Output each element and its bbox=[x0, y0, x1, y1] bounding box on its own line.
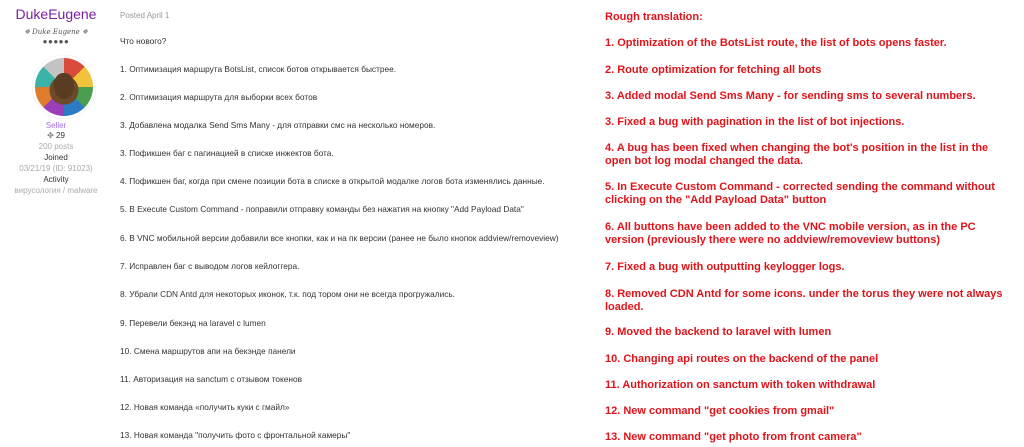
username-link[interactable]: DukeEugene bbox=[15, 6, 97, 22]
translation-item: 7. Fixed a bug with outputting keylogger logs. bbox=[605, 261, 845, 273]
translation-item: 8. Removed CDN Antd for some icons. under the torus they were not always loaded. bbox=[605, 288, 1003, 313]
post-item: 10. Смена маршрутов апи на бекэнде панели bbox=[120, 346, 296, 356]
joined-label: Joined bbox=[44, 153, 68, 162]
translation-item: 6. All buttons have been added to the VNC mobile version, as in the PC version (previously there were no addview/removeview buttons) bbox=[605, 221, 976, 246]
post-item: 6. В VNC мобильной версии добавили все кнопки, как и на пк версии (ранее не было кнопок addview/removeview) bbox=[120, 233, 559, 243]
translation-item: 11. Authorization on sanctum with token withdrawal bbox=[605, 379, 876, 391]
post-date[interactable]: Posted April 1 bbox=[120, 11, 170, 20]
post-item: 1. Оптимизация маршрута BotsList, список ботов открывается быстрее. bbox=[120, 64, 397, 74]
post-count[interactable]: 200 posts bbox=[38, 142, 74, 151]
translation-item: 5. In Execute Custom Command - corrected sending the command without clicking on the "Add Payload Data" button bbox=[605, 181, 995, 206]
reputation-count: 29 bbox=[56, 131, 65, 140]
post-item: 4. Пофикшен баг, когда при смене позиции бота в списке в открытой модалке логов бота изменялись данные. bbox=[120, 176, 545, 186]
post-item: 12. Новая команда «получить куки с гмайл» bbox=[120, 402, 290, 412]
post-intro: Что нового? bbox=[120, 36, 167, 46]
joined-value: 03/21/19 (ID: 91023) bbox=[19, 164, 93, 173]
translation-item: 3. Fixed a bug with pagination in the list of bot injections. bbox=[605, 116, 905, 128]
translation-item: 4. A bug has been fixed when changing the bot's position in the list in the open bot log modal changed the data. bbox=[605, 142, 989, 167]
post-item: 8. Убрали CDN Antd для некоторых иконок, т.к. под тором они не всегда прогружались. bbox=[120, 289, 455, 299]
post-item: 3. Добавлена модалка Send Sms Many - для отправки смс на несколько номеров. bbox=[120, 120, 436, 130]
reputation-icon: ✤ bbox=[47, 131, 54, 140]
post-item: 5. В Execute Custom Command - поправили отправку команды без нажатия на кнопку "Add Payload Data" bbox=[120, 204, 524, 214]
translation-item: 12. New command "get cookies from gmail" bbox=[605, 405, 835, 417]
avatar[interactable] bbox=[32, 55, 96, 119]
translation-item: 2. Route optimization for fetching all bots bbox=[605, 64, 822, 76]
activity-label: Activity bbox=[43, 175, 69, 184]
post-item: 2. Оптимизация маршрута для выборки всех ботов bbox=[120, 92, 318, 102]
post-item: 7. Исправлен баг с выводом логов кейлоггера. bbox=[120, 261, 300, 271]
user-role: Seller bbox=[45, 121, 67, 130]
avatar-image bbox=[54, 73, 74, 99]
post-item: 13. Новая команда "получить фото с фронтальной камеры" bbox=[120, 430, 351, 440]
post-item: 9. Перевели бекэнд на laravel с lumen bbox=[120, 318, 266, 328]
translation-item: 1. Optimization of the BotsList route, the list of bots opens faster. bbox=[605, 37, 947, 49]
translation-item: 9. Moved the backend to laravel with lumen bbox=[605, 326, 832, 338]
post-item: 3. Пофикшен баг с пагинацией в списке инжектов бота. bbox=[120, 148, 334, 158]
post-item: 11. Авторизация на sanctum с отзывом токенов bbox=[120, 374, 302, 384]
user-rank-stars: ●●●●● bbox=[42, 37, 70, 46]
translation-item: 13. New command "get photo from front camera" bbox=[605, 431, 862, 443]
translation-item: 3. Added modal Send Sms Many - for sending sms to several numbers. bbox=[605, 90, 976, 102]
translation-heading: Rough translation: bbox=[605, 11, 703, 23]
user-title: ✵ Duke Eugene ✵ bbox=[24, 28, 88, 36]
reputation bbox=[0, 131, 112, 141]
activity-value: вирусология / malware bbox=[14, 186, 98, 195]
translation-item: 10. Changing api routes on the backend of the panel bbox=[605, 353, 879, 365]
